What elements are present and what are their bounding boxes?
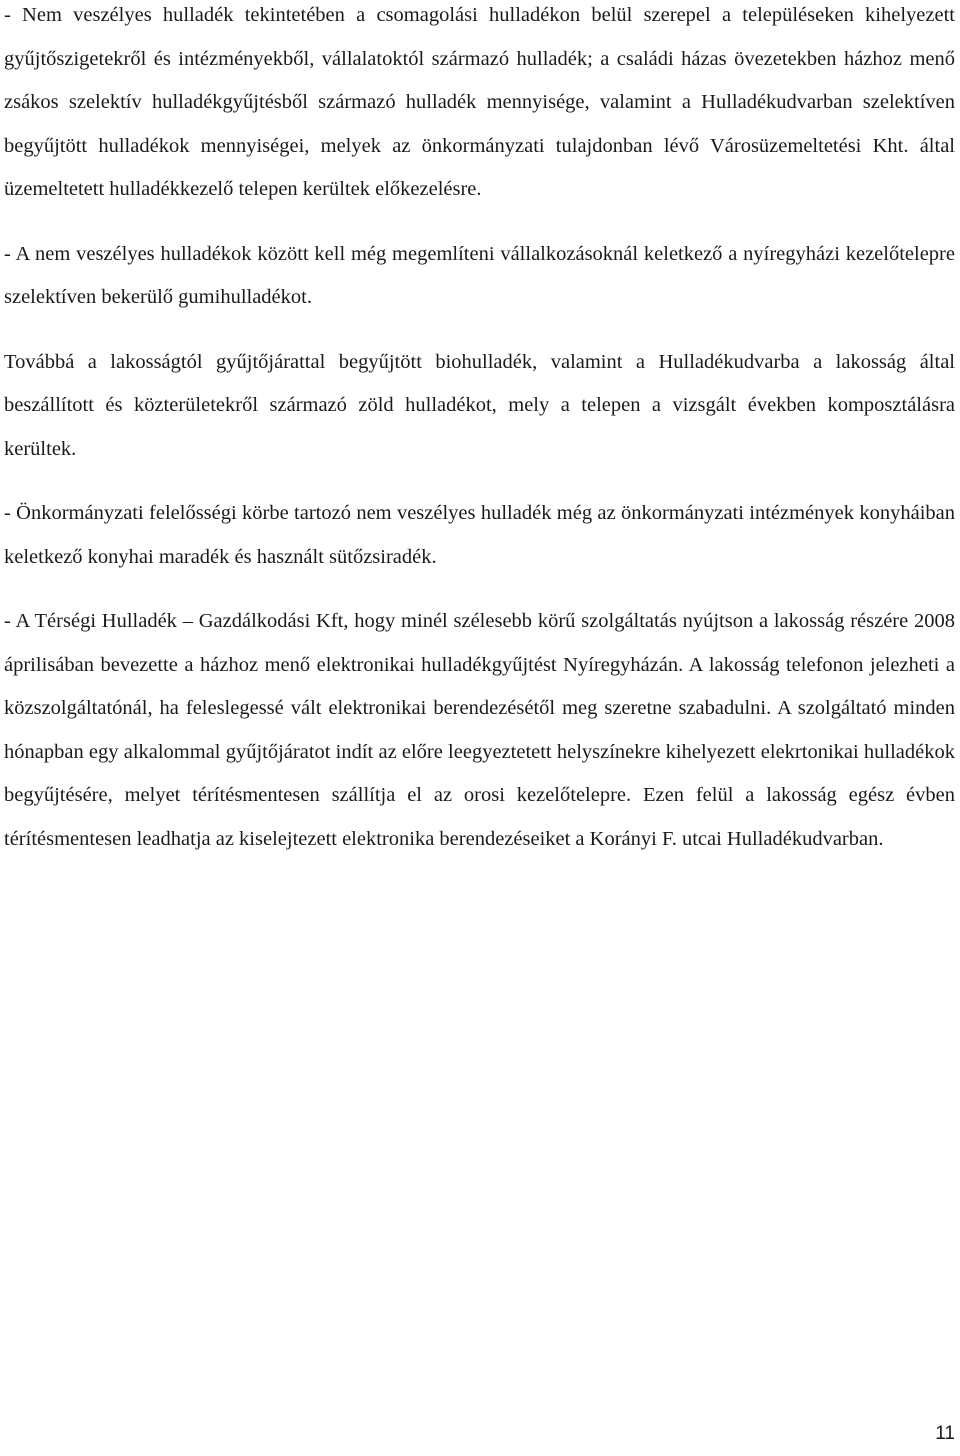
paragraph-rubber-waste: - A nem veszélyes hulladékok között kell még megemlíteni vállalkozásoknál keletkező a nyíregyházi kezelőtelepre szelektíven bekerülő gumihulladékot. <box>4 242 955 308</box>
document-body <box>4 0 955 882</box>
page-number: 11 <box>935 1423 955 1444</box>
paragraph-electronic-waste: - A Térségi Hulladék – Gazdálkodási Kft, hogy minél szélesebb körű szolgáltatás nyújtson a lakosság részére 2008 áprilisában bevezette a házhoz menő elektronikai hulladékgyűjtést Nyíregyházán. A lakosság telefonon jelezheti a közszolgáltatónál, ha feleslegessé vált elektronikai berendezésétől meg szeretne szabadulni. A szolgáltató minden hónapban egy alkalommal gyűjtőjáratot indít az előre leegyeztetett helyszínekre kihelyezett elekrtonikai hulladékok begyűjtésére, melyet térítésmentesen szállítja el az orosi kezelőtelepre. Ezen felül a lakosság egész évben térítésmentesen leadhatja az kiselejtezett elektronika berendezéseiket a Korányi F. utcai Hulladékudvarban. <box>4 610 955 850</box>
paragraph-nonhazardous-packaging: - Nem veszélyes hulladék tekintetében a csomagolási hulladékon belül szerepel a településeken kihelyezett gyűjtőszigetekről és intézményekből, vállalatoktól származó hulladék; a családi házas övezetekben házhoz menő zsákos szelektív hulladékgyűjtésből származó hulladék mennyisége, valamint a Hulladékudvarban szelektíven begyűjtött hulladékok mennyiségei, melyek az önkormányzati tulajdonban lévő Városüzemeltetési Kht. által üzemeltetett hulladékkezelő telepen kerültek előkezelésre. <box>4 4 955 200</box>
paragraph-biowaste: Továbbá a lakosságtól gyűjtőjárattal begyűjtött biohulladék, valamint a Hulladékudvarba a lakosság által beszállított és közterületekről származó zöld hulladékot, mely a telepen a vizsgált években komposztálásra kerültek. <box>4 350 955 460</box>
paragraph-municipal-kitchen-waste: - Önkormányzati felelősségi körbe tartozó nem veszélyes hulladék még az önkormányzati intézmények konyháiban keletkező konyhai maradék és használt sütőzsiradék. <box>4 502 955 568</box>
